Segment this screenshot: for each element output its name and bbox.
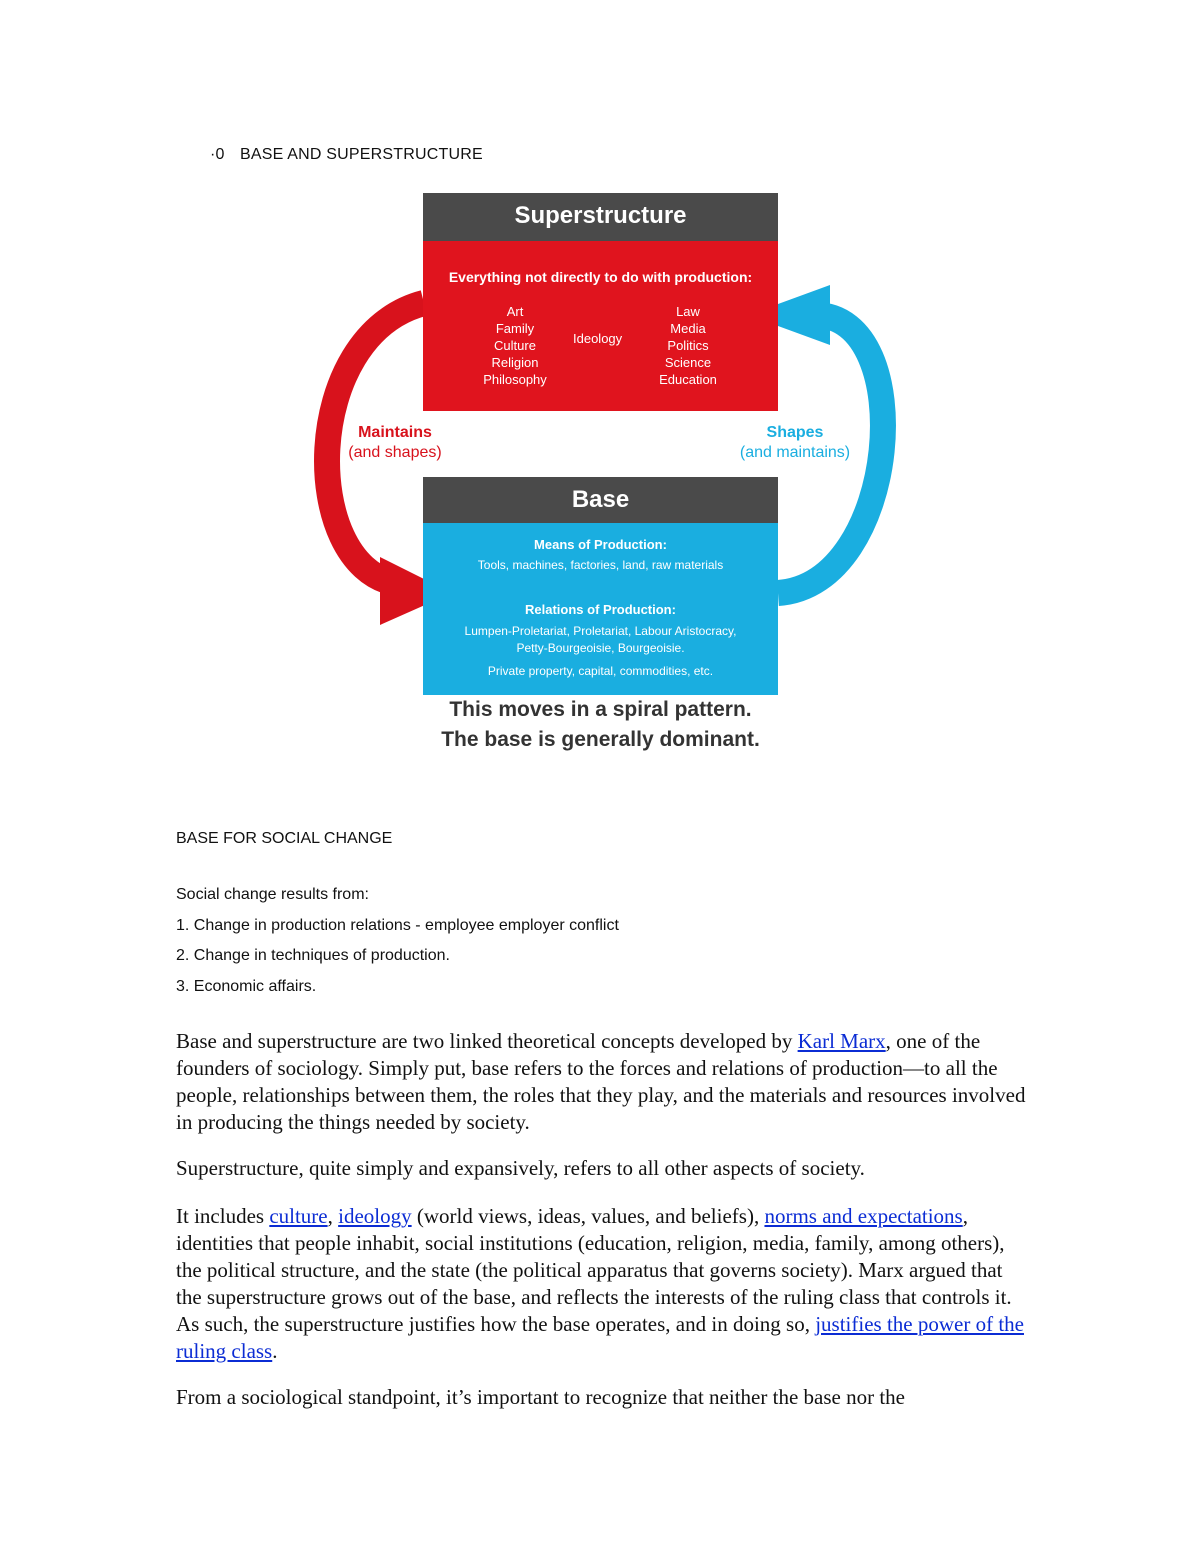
list-item: Culture <box>494 338 536 353</box>
paragraph-superstructure-definition: Superstructure, quite simply and expansively, refers to all other aspects of society. <box>176 1156 865 1180</box>
superstructure-subtitle: Everything not directly to do with production: <box>448 269 753 285</box>
shapes-label-main: Shapes <box>766 424 824 441</box>
list-item: Politics <box>667 338 709 353</box>
paragraph-sociological-standpoint: From a sociological standpoint, it’s important to recognize that neither the base nor the <box>176 1385 905 1409</box>
text-run: It includes <box>176 1204 270 1228</box>
text-run: Base and superstructure are two linked theoretical concepts developed by <box>176 1029 798 1053</box>
base-title: Base <box>571 486 630 513</box>
shapes-label <box>725 423 865 463</box>
list-item: Art <box>506 304 524 319</box>
relations-of-production-heading: Relations of Production: <box>525 602 676 617</box>
section-heading <box>210 146 483 164</box>
list-item: Family <box>495 321 535 336</box>
karl-marx-link[interactable]: Karl Marx <box>797 1029 886 1053</box>
text-run: (world views, ideas, values, and beliefs), <box>411 1204 765 1228</box>
maintains-label-sub: (and shapes) <box>348 444 442 461</box>
means-of-production-text: Tools, machines, factories, land, raw materials <box>477 558 724 572</box>
maintains-label-main: Maintains <box>358 424 432 441</box>
superstructure-body <box>423 241 778 411</box>
superstructure-title-bar <box>423 193 778 241</box>
list-item: Religion <box>491 355 539 370</box>
heading-title: BASE AND SUPERSTRUCTURE <box>240 146 483 163</box>
base-superstructure-diagram <box>300 185 900 765</box>
list-item: Law <box>676 304 700 319</box>
list-item: Media <box>670 321 706 336</box>
caption-line-2: The base is generally dominant. <box>441 728 760 751</box>
text-run: , one of the founders of sociology. Simply put, base refers to the forces and relations of production—to all the people, relationships between them, the roles that they play, and the materials and resources involved in producing the things needed by society. <box>176 1029 1026 1134</box>
paragraph-base-definition <box>176 1028 1026 1136</box>
means-of-production-heading: Means of Production: <box>534 537 667 552</box>
ruling-class-power-link[interactable]: justifies the power of the ruling class <box>176 1312 1024 1363</box>
social-change-title: BASE FOR SOCIAL CHANGE <box>176 830 393 847</box>
social-change-list <box>176 880 619 1002</box>
relations-of-production-line3: Private property, capital, commodities, etc. <box>487 664 714 678</box>
heading-bullet: ·0 <box>210 146 225 163</box>
caption-line-1: This moves in a spiral pattern. <box>449 698 752 721</box>
list-item: 2. Change in techniques of production. <box>176 947 450 964</box>
base-title-bar <box>423 477 778 523</box>
superstructure-right-list <box>648 303 728 388</box>
text-run: , identities that people inhabit, social institutions (education, religion, media, family, among others), the political structure, and the state (the political apparatus that governs society). Marx argued that the superstructure grows out of the base, and reflects the interests of the ruling class that controls it. As such, the superstructure justifies how the base operates, and in doing so, <box>176 1204 1012 1336</box>
list-item: Science <box>664 355 712 370</box>
text-run: , <box>327 1204 339 1228</box>
paragraph-superstructure-includes <box>176 1203 1026 1365</box>
culture-link[interactable]: culture <box>269 1204 328 1228</box>
ideology-link[interactable]: ideology <box>338 1204 412 1228</box>
list-item: 1. Change in production relations - employee employer conflict <box>176 916 619 934</box>
norms-and-expectations-link[interactable]: norms and expectations <box>764 1204 963 1228</box>
list-item: Philosophy <box>483 372 547 387</box>
superstructure-left-list <box>475 303 555 388</box>
social-change-intro: Social change results from: <box>176 886 369 903</box>
superstructure-ideology: Ideology <box>573 331 623 346</box>
list-item: Education <box>659 372 717 387</box>
text-run: . <box>272 1339 278 1363</box>
list-item: 3. Economic affairs. <box>176 977 317 995</box>
maintains-label <box>330 423 460 463</box>
shapes-label-sub: (and maintains) <box>739 444 851 461</box>
relations-of-production-line2: Petty-Bourgeoisie, Bourgeoisie. <box>516 641 685 655</box>
diagram-caption <box>408 695 793 755</box>
base-body <box>423 523 778 695</box>
relations-of-production-line1: Lumpen-Proletariat, Proletariat, Labour Aristocracy, <box>464 624 737 638</box>
superstructure-title: Superstructure <box>514 202 687 229</box>
